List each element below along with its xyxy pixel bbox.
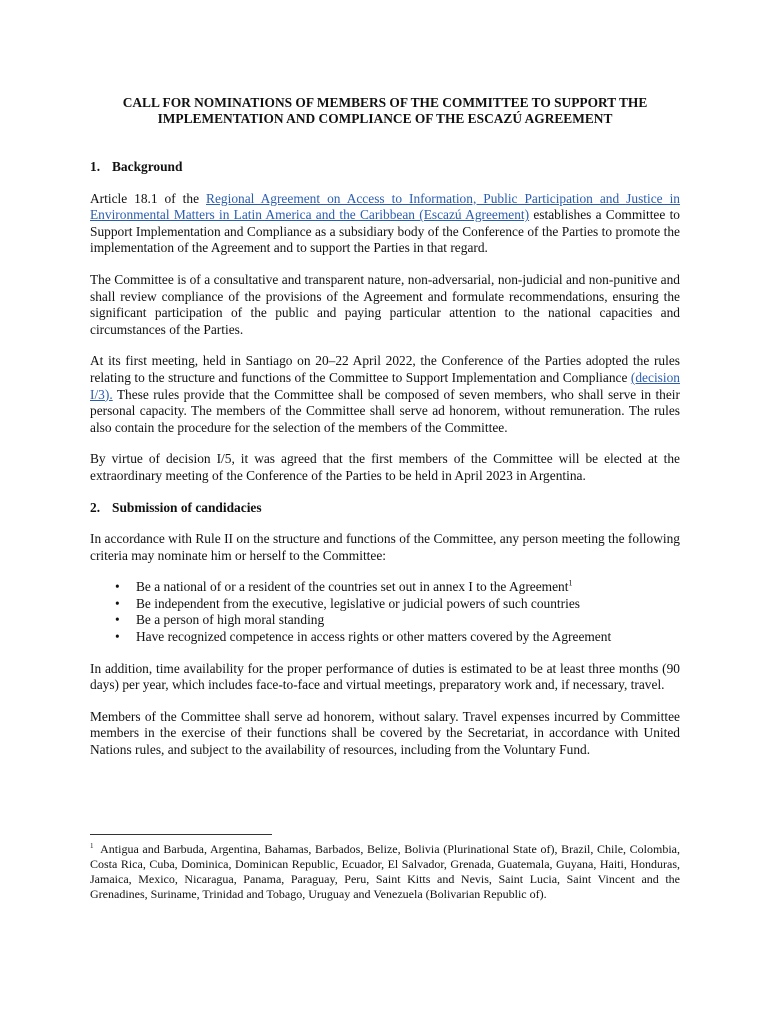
paragraph-text: At its first meeting, held in Santiago on 20–22 April 2022, the Conference of the Parties adopted the rules relating to the structure and functions of the Committee to Support Implementation and Compliance — [90, 353, 680, 385]
list-item-text: Be independent from the executive, legislative or judicial powers of such countries — [136, 595, 580, 611]
decision-i3-link[interactable]: (decision I/3). — [90, 369, 680, 402]
list-item — [115, 629, 680, 646]
paragraph-ad-honorem: Members of the Committee shall serve ad honorem, without salary. Travel expenses incurred by Committee members in the exercise of their functions shall be covered by the Secretariat, in accordance with United Nations rules, and subject to the availability of resources, including from the Voluntary Fund. — [90, 708, 680, 758]
paragraph-decision-i5: By virtue of decision I/5, it was agreed that the first members of the Committee will be elected at the extraordinary meeting of the Conference of the Parties to be held in April 2023 in Argentina. — [90, 451, 680, 483]
section-number: 1. — [90, 159, 101, 174]
section-heading-submission — [90, 500, 680, 517]
footnote-marker: 1 — [90, 842, 94, 850]
bullet-icon: • — [115, 595, 120, 611]
list-item — [115, 596, 680, 613]
list-item-text: Have recognized competence in access rights or other matters covered by the Agreement — [136, 629, 612, 645]
section-number: 2. — [90, 499, 101, 515]
footnote — [90, 842, 680, 902]
paragraph-text: establishes a Committee to Support Implementation and Compliance as a subsidiary body of the Conference of the Parties to promote the implementation of the Agreement and to support the Parties in that regard. — [90, 207, 680, 256]
paragraph-text: Article 18.1 of the — [90, 190, 207, 206]
bullet-icon: • — [115, 579, 120, 595]
document-body — [90, 159, 680, 759]
section-title: Submission of candidacies — [112, 499, 262, 515]
paragraph-committee-nature: The Committee is of a consultative and transparent nature, non-adversarial, non-judicial and non-punitive and shall review compliance of the provisions of the Agreement and formulate recommendations, ensuring the significant participation of the public and paying particular attention to the national capacities and circumstances of the Parties. — [90, 271, 680, 337]
title-line-2: IMPLEMENTATION AND COMPLIANCE OF THE ESCAZÚ AGREEMENT — [157, 111, 613, 126]
page-title — [90, 95, 680, 127]
paragraph-time-availability: In addition, time availability for the proper performance of duties is estimated to be at least three months (90 days) per year, which includes face-to-face and virtual meetings, preparatory work and, if necessary, travel. — [90, 660, 680, 693]
paragraph-article — [90, 191, 680, 257]
list-item-text: Be a national of or a resident of the countries set out in annex I to the Agreement — [136, 579, 569, 595]
paragraph-first-meeting — [90, 353, 680, 436]
footnote-text: Antigua and Barbuda, Argentina, Bahamas, Barbados, Belize, Bolivia (Plurinational State of), Brazil, Chile, Colombia, Costa Rica, Cuba, Dominica, Dominican Republic, Ecuador, El Salvador, Grenada, Guatemala, Guyana, Haiti, Honduras, Jamaica, Mexico, Nicaragua, Panama, Paraguay, Peru, Saint Kitts and Nevis, Saint Lucia, Saint Vincent and the Grenadines, Suriname, Trinidad and Tobago, Uruguay and Venezuela (Bolivarian Republic of). — [90, 842, 680, 901]
list-item — [115, 612, 680, 629]
paragraph-text: These rules provide that the Committee shall be composed of seven members, who shall serve in their personal capacity. The members of the Committee shall serve ad honorem, without remuneration. The rules also contain the procedure for the selection of the members of the Committee. — [90, 386, 680, 435]
bullet-icon: • — [115, 612, 120, 628]
title-line-1: CALL FOR NOMINATIONS OF MEMBERS OF THE COMMITTEE TO SUPPORT THE — [122, 95, 648, 110]
list-item — [115, 579, 680, 596]
section-heading-background — [90, 159, 680, 176]
footnote-reference: 1 — [568, 578, 573, 588]
criteria-list — [90, 579, 680, 645]
escazu-agreement-link[interactable]: Regional Agreement on Access to Information, Public Participation and Justice in Environmental Matters in Latin America and the Caribbean (Escazú Agreement) — [90, 190, 680, 223]
section-title: Background — [112, 159, 183, 174]
bullet-icon: • — [115, 629, 120, 645]
paragraph-criteria-intro: In accordance with Rule II on the structure and functions of the Committee, any person meeting the following criteria may nominate him or herself to the Committee: — [90, 531, 680, 563]
footnote-separator — [90, 834, 272, 835]
list-item-text: Be a person of high moral standing — [136, 612, 325, 628]
